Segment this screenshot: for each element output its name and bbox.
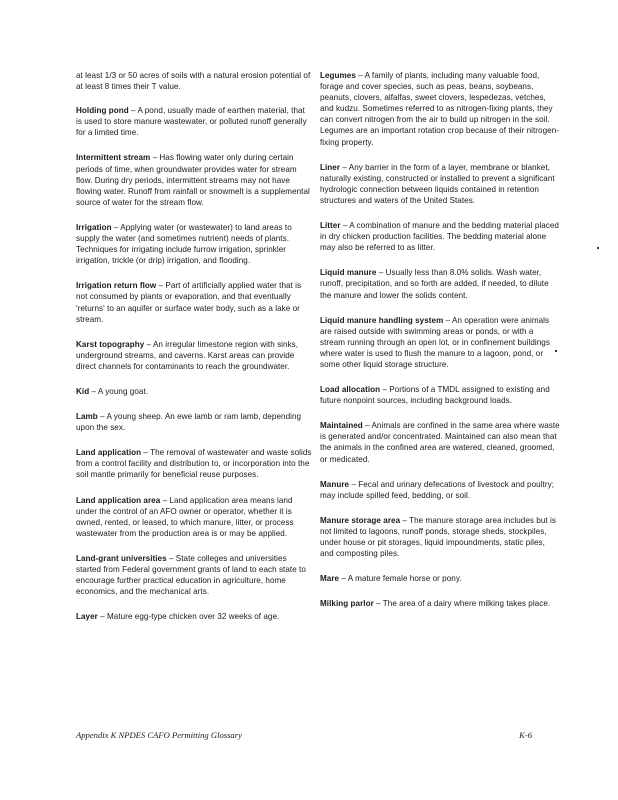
glossary-term: Liquid manure xyxy=(320,268,377,278)
glossary-definition: – A combination of manure and the bedding material placed in dry chicken production facilities. The bedding material alone may also be referred to as litter. xyxy=(320,221,559,253)
glossary-term: Maintained xyxy=(320,421,363,431)
glossary-entry-litter xyxy=(320,220,560,253)
glossary-definition: – A young goat. xyxy=(89,386,149,396)
glossary-entry-layer xyxy=(76,611,312,622)
glossary-definition: – Applying water (or wastewater) to land areas to supply the water (and sometimes nutrient) needs of plants. Techniques for irrigating include furrow irrigation, sprinkler irrigation, trickle (or drip) irrigation, and flooding. xyxy=(76,222,292,266)
glossary-entry-intermittent-stream xyxy=(76,152,312,207)
glossary-entry-mare xyxy=(320,573,560,584)
glossary-term: Lamb xyxy=(76,412,98,422)
glossary-entry-liner xyxy=(320,162,560,206)
glossary-entry-milking-parlor xyxy=(320,598,560,609)
glossary-entry-load-allocation xyxy=(320,384,560,406)
glossary-entry-kid xyxy=(76,386,312,397)
glossary-entry-manure-storage-area xyxy=(320,515,560,559)
glossary-definition: – State colleges and universities started from Federal government grants of land to each state to encourage further practical education in agriculture, home economics, and the mechanical arts. xyxy=(76,553,306,597)
glossary-definition: – A young sheep. An ewe lamb or ram lamb, depending upon the sex. xyxy=(76,412,302,433)
glossary-definition: – The area of a dairy where milking takes place. xyxy=(373,599,551,609)
glossary-definition: – The removal of wastewater and waste solids from a control facility and distribution to, or incorporation into the soil mantle primarily for beneficial reuse purposes. xyxy=(76,448,312,480)
glossary-term: Land application area xyxy=(76,495,161,505)
left-column xyxy=(76,70,312,636)
glossary-term: Layer xyxy=(76,612,98,622)
glossary-continuation xyxy=(76,70,312,92)
glossary-term: Irrigation xyxy=(76,222,112,232)
scan-speck xyxy=(597,247,599,249)
glossary-definition: – A mature female horse or pony. xyxy=(339,574,462,584)
glossary-term: Karst topography xyxy=(76,339,145,349)
glossary-definition: – An irregular limestone region with sinks, underground streams, and caverns. Karst areas can provide direct channels for contaminants to reach the groundwater. xyxy=(76,339,299,371)
glossary-term: Land-grant universities xyxy=(76,553,167,563)
glossary-entry-land-grant-universities xyxy=(76,553,312,597)
glossary-definition: – Mature egg-type chicken over 32 weeks of age. xyxy=(97,612,280,622)
glossary-entry-liquid-manure xyxy=(320,267,560,300)
glossary-definition: – An operation were animals are raised outside with swimming areas or ponds, or with a stream running through an open lot, or in confinement buildings where water is used to flush the manure to a lagoon, pond, or some other liquid storage structure. xyxy=(320,315,550,369)
glossary-entry-lamb xyxy=(76,411,312,433)
glossary-definition: – Land application area means land under the control of an AFO owner or operator, whether it is owned, rented, or leased, to which manure, litter, or process wastewater from the production area is or may be applied. xyxy=(76,495,294,538)
glossary-term: Intermittent stream xyxy=(76,153,151,163)
glossary-entry-maintained xyxy=(320,420,560,464)
glossary-definition: – Any barrier in the form of a layer, membrane or blanket, naturally existing, constructed or installed to prevent a significant hydrologic connection between liquids contained in retention structures and waters of the United States. xyxy=(320,162,555,205)
glossary-definition: – Part of artificially applied water that is not consumed by plants or evaporation, and that eventually 'returns' to an aquifer or surface water body, such as a lake or stream. xyxy=(76,281,302,324)
glossary-term: Load allocation xyxy=(320,385,381,395)
glossary-term: Milking parlor xyxy=(320,599,374,609)
glossary-term: Manure xyxy=(320,479,350,489)
footer-page-number: K-6 xyxy=(519,730,532,740)
glossary-term: Legumes xyxy=(320,71,356,80)
glossary-term: Liquid manure handling system xyxy=(320,315,444,325)
glossary-term: Manure storage area xyxy=(320,515,401,525)
glossary-definition: – A pond, usually made of earthen material, that is used to store manure wastewater, or polluted runoff generally for a limited time. xyxy=(76,106,307,138)
glossary-term: Mare xyxy=(320,574,340,584)
glossary-entry-karst-topography xyxy=(76,339,312,372)
glossary-definition: – Fecal and urinary defecations of livestock and poultry; may include spilled feed, bedding, or soil. xyxy=(320,479,554,500)
glossary-definition: – A family of plants, including many valuable food, forage and cover species, such as peas, beans, soybeans, peanuts, clovers, alfalfas, sweet clovers, lespedezas, vetches, and kudzu. Sometimes referred to as nitrogen-fixing plants, they can convert nitrogen from the air to build up nitrogen in the soil. Legumes are an important rotation crop because of their nitrogen-fixing property. xyxy=(320,71,560,147)
glossary-term: Holding pond xyxy=(76,106,129,116)
glossary-entry-legumes xyxy=(320,70,560,148)
glossary-definition: – Usually less than 8.0% solids. Wash water, runoff, precipitation, and so forth are added, if needed, to dilute the manure and lower the solids content. xyxy=(320,268,549,300)
glossary-entry-land-application xyxy=(76,447,312,480)
glossary-definition: – The manure storage area includes but is not limited to lagoons, runoff ponds, storage sheds, stockpiles, under house or pit storages, liquid impoundments, static piles, and composting piles. xyxy=(320,515,556,559)
glossary-entry-land-application-area xyxy=(76,495,312,539)
glossary-entry-manure xyxy=(320,479,560,501)
glossary-definition: – Animals are confined in the same area where waste is generated and/or concentrated. Maintained can also mean that the animals in the confined area are watered, cleaned, groomed, or medicated. xyxy=(320,421,560,464)
glossary-term: Land application xyxy=(76,448,142,458)
right-column xyxy=(320,70,560,623)
glossary-entry-irrigation-return-flow xyxy=(76,280,312,324)
scan-speck xyxy=(555,350,557,352)
footer-title: Appendix K NPDES CAFO Permitting Glossary xyxy=(76,730,242,740)
glossary-definition: – Portions of a TMDL assigned to existing and future nonpoint sources, including background loads. xyxy=(320,385,550,406)
continuation-text: at least 1/3 or 50 acres of soils with a natural erosion potential of at least 8 times their T value. xyxy=(76,71,311,92)
glossary-term: Liner xyxy=(320,162,341,172)
glossary-term: Kid xyxy=(76,386,90,396)
glossary-definition: – Has flowing water only during certain periods of time, when groundwater provides water for stream flow. During dry periods, intermittent streams may not have flowing water. Runoff from rainfall or snowmelt is a supplemental source of water for the stream flow. xyxy=(76,153,310,207)
glossary-entry-liquid-manure-handling-system xyxy=(320,315,560,370)
glossary-term: Litter xyxy=(320,221,341,231)
glossary-entry-irrigation xyxy=(76,222,312,266)
glossary-term: Irrigation return flow xyxy=(76,281,157,291)
glossary-entry-holding-pond xyxy=(76,105,312,138)
